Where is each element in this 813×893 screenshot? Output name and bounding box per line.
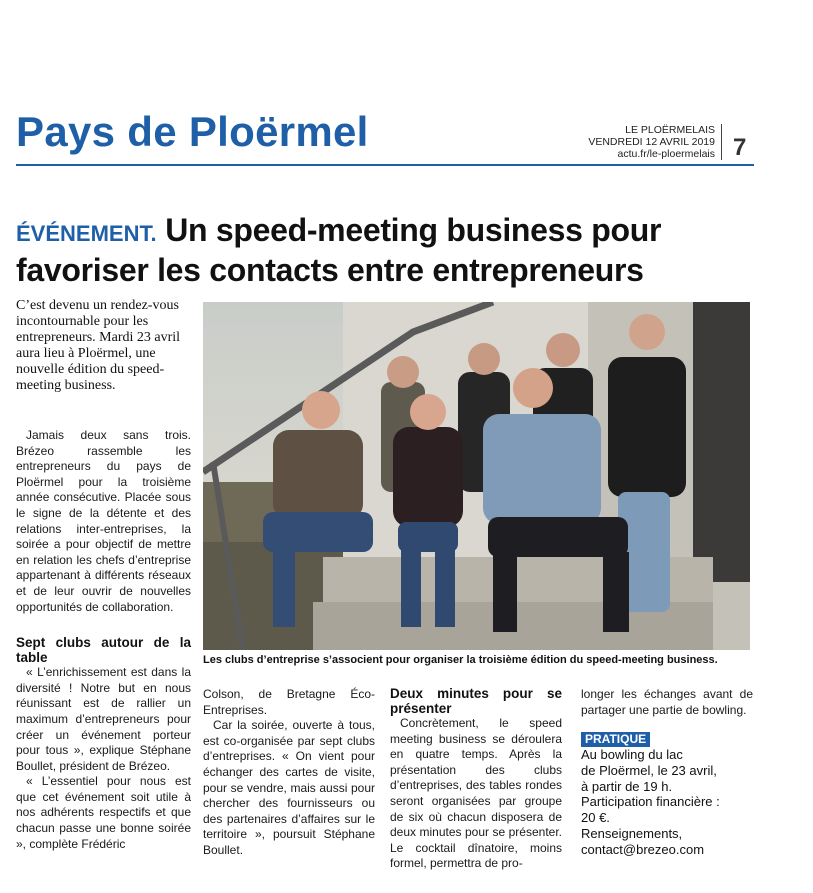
paragraph-colson: Colson, de Bretagne Éco-Entreprises. [203, 687, 375, 717]
pratique-line: 20 €. [581, 810, 610, 826]
header-rule [16, 164, 754, 166]
publication-name: LE PLOËRMELAIS [625, 124, 715, 136]
article-lead: C’est devenu un rendez-vous incontournable pour les entrepreneurs. Mardi 23 avril aura lieu à Ploërmel, une nouvelle édition du speed-meeting business. [16, 298, 181, 393]
meta-divider [721, 124, 722, 160]
publication-url: actu.fr/le-ploermelais [617, 148, 715, 160]
pratique-line: à partir de 19 h. [581, 778, 673, 794]
pratique-box [581, 731, 756, 858]
pratique-line: Participation financière : [581, 794, 720, 810]
publication-meta [588, 124, 715, 160]
article-photo [203, 302, 750, 650]
pratique-line: de Ploërmel, le 23 avril, [581, 762, 717, 778]
subhead-deux-minutes: Deux minutes pour se présenter [390, 686, 562, 716]
paragraph-bowling: longer les échanges avant de partager une partie de bowling. [581, 687, 753, 717]
headline-text: Un speed-meeting business pour favoriser les contacts entre entrepreneurs [16, 212, 662, 288]
pratique-line: Au bowling du lac [581, 747, 683, 762]
paragraph-essentiel: « L’essentiel pour nous est que cet événement soit utile à nos adhérents respectifs et que chacun passe une bonne soirée », complète Frédéric [16, 774, 191, 851]
section-title: Pays de Ploërmel [16, 108, 369, 155]
headline-kicker: ÉVÉNEMENT. [16, 221, 157, 246]
article-column-1 [16, 428, 191, 852]
publication-date: VENDREDI 12 AVRIL 2019 [588, 136, 715, 148]
paragraph-soiree: Car la soirée, ouverte à tous, est co-organisée par sept clubs d’entreprises. « On vient pour échanger des cartes de visite, pour se vendre, mais aussi pour chercher des fournisseurs ou des partenaires d’affaires sur le territoire », poursuit Stéphane Boullet. [203, 718, 375, 857]
article-column-3 [390, 686, 562, 872]
article-column-2 [203, 687, 375, 859]
page-number: 7 [733, 134, 747, 161]
article-headline [16, 212, 756, 288]
intro-paragraph: Jamais deux sans trois. Brézeo rassemble les entrepreneurs du pays de Ploërmel pour la troisième année consécutive. Placée sous le signe de la détente et des relations inter-entreprises, la soirée a pour objectif de mettre en relation les chefs d’entreprise appartenant à différents réseaux et de leur ouvrir de nouvelles opportunités de collaboration. [16, 428, 191, 614]
article-column-4 [581, 687, 753, 718]
paragraph-concretement: Concrètement, le speed meeting business se déroulera en quatre temps. Après la présentation des clubs d’entreprises, des tables rondes seront organisées par groupe de six où chacun disposera de deux minutes pour se présenter. Le cocktail dînatoire, moins formel, permettra de pro- [390, 716, 562, 871]
photo-caption: Les clubs d’entreprise s’associent pour organiser la troisième édition du speed-meeting business. [203, 654, 718, 666]
pratique-tag: PRATIQUE [581, 732, 650, 747]
subhead-clubs: Sept clubs autour de la table [16, 635, 191, 666]
contact-email: contact@brezeo.com [581, 841, 705, 857]
pratique-line: Renseignements, [581, 825, 683, 841]
group-photo-illustration [203, 302, 750, 650]
paragraph-diversity: « L’enrichissement est dans la diversité ! Notre but en nous réunissant est de rallier un maximum d’entrepreneurs pour créer un événement porteur pour tous », explique Stéphane Boullet, président de Brézeo. [16, 665, 191, 773]
